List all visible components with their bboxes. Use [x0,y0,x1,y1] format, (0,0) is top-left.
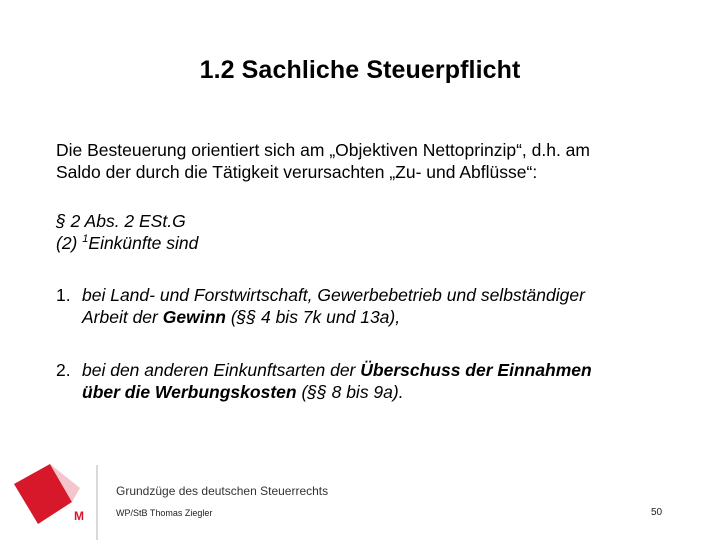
university-logo [10,458,88,536]
page-number: 50 [651,507,663,518]
list-item-2-ref: (§§ 8 bis 9a). [301,382,404,402]
footer-author: WP/StB Thomas Ziegler [116,508,213,518]
footer-divider [96,465,98,540]
list-item-1-line-2 [82,306,696,328]
list-item-1 [56,284,696,328]
law-reference: § 2 Abs. 2 ESt.G [56,211,186,231]
list-item-number: 2. [56,360,71,380]
intro-paragraph [56,139,696,183]
intro-line-2: Saldo der durch die Tätigkeit verursachten „Zu- und Abflüsse“: [56,162,538,182]
law-citation [56,210,696,254]
law-paragraph-prefix: (2) [56,233,78,253]
werbungskosten-term: über die Werbungskosten [82,382,297,402]
list-item-number: 1. [56,285,71,305]
list-item-2-line-2 [82,381,696,403]
list-item-2-text: bei den anderen Einkunftsarten der [82,360,356,380]
slide-title: 1.2 Sachliche Steuerpflicht [199,56,521,84]
logo-red-square [14,464,72,524]
intro-line-1: Die Besteuerung orientiert sich am „Objektiven Nettoprinzip“, d.h. am [56,140,590,160]
gewinn-term: Gewinn [162,307,226,327]
list-item-2 [56,359,696,403]
list-item-2-line-1 [82,359,696,381]
footer-course-title: Grundzüge des deutschen Steuerrechts [116,484,329,498]
law-paragraph [56,232,696,254]
list-item-1-text: Arbeit der [82,307,158,327]
list-item-1-ref: (§§ 4 bis 7k und 13a), [230,307,401,327]
law-sentence-number: 1 [82,233,89,246]
list-item-1-line-1: bei Land- und Forstwirtschaft, Gewerbebetrieb und selbständiger [82,285,585,305]
logo-letter: M [74,509,84,523]
law-paragraph-text: Einkünfte sind [88,233,199,253]
ueberschuss-term: Überschuss der Einnahmen [360,360,592,380]
